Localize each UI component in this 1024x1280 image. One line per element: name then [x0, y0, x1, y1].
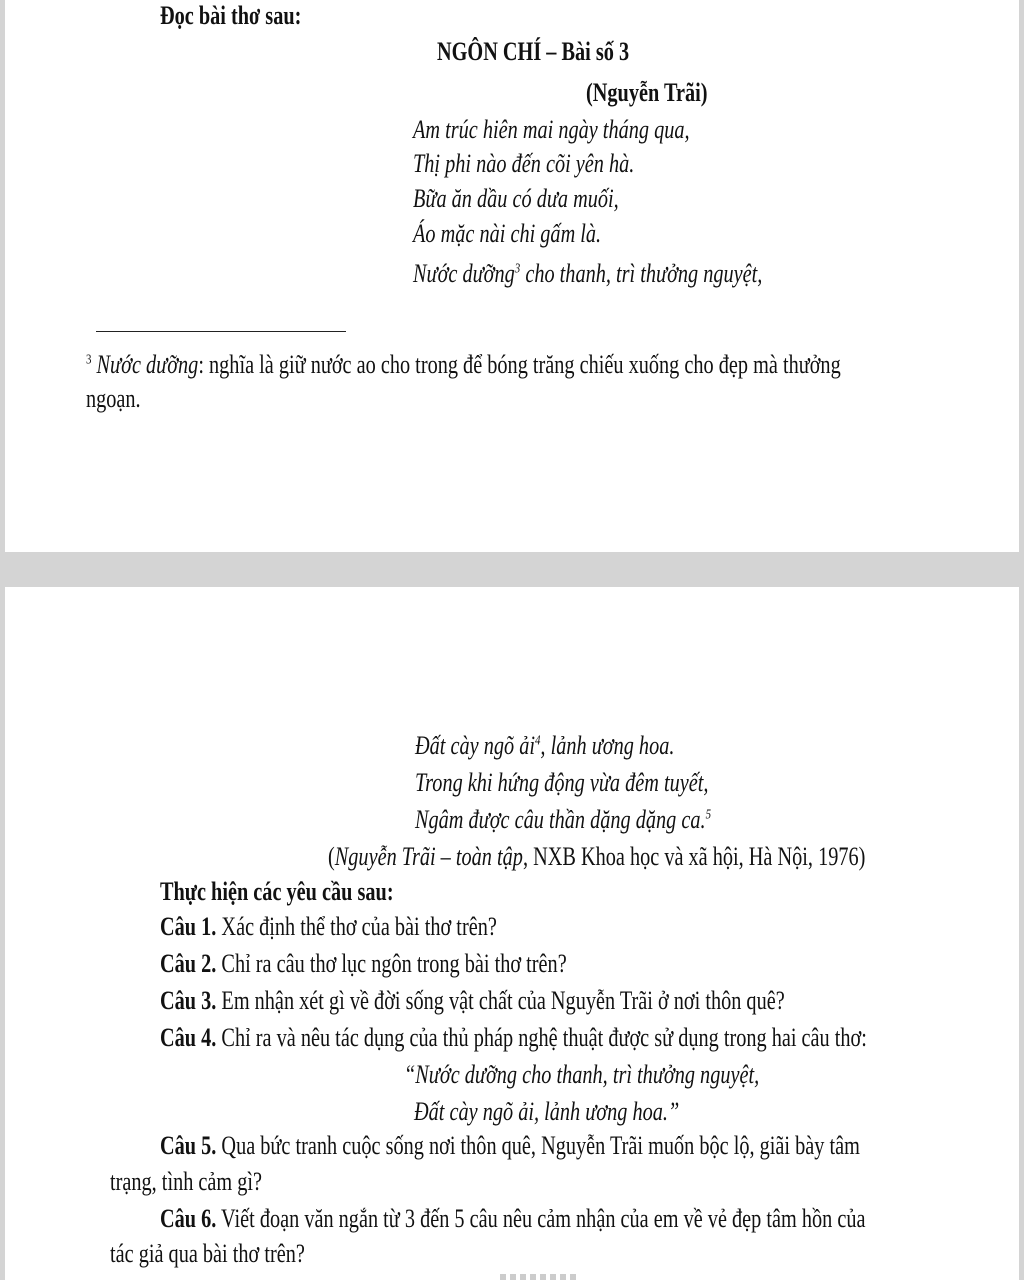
- poem-line-1: Am trúc hiên mai ngày tháng qua,: [413, 115, 690, 144]
- question-2: Câu 2. Chỉ ra câu thơ lục ngôn trong bài thơ trên?: [160, 949, 567, 978]
- poem-line-6: Đất cày ngõ ải$^4$, lảnh ương hoa.: [415, 731, 675, 760]
- poem-line-7: Trong khi hứng động vừa đêm tuyết,: [415, 768, 709, 797]
- poem-title: NGÔN CHÍ – Bài số 3: [437, 37, 630, 66]
- intro-heading: Đọc bài thơ sau:: [160, 1, 302, 30]
- footnote-ref-5: 5: [705, 807, 712, 823]
- poem-source: (Nguyễn Trãi – toàn tập, NXB Khoa học và xã hội, Hà Nội, 1976): [328, 842, 866, 871]
- poem-line-5: Nước dưỡng$^3$ cho thanh, trì thưởng nguyệt,: [413, 259, 763, 288]
- question-5-line-2: trạng, tình cảm gì?: [110, 1167, 263, 1196]
- poem-line-4: Áo mặc nài chi gấm là.: [413, 219, 602, 248]
- poem-line-2: Thị phi nào đến cõi yên hà.: [413, 149, 635, 178]
- cut-off-text-fragment: [500, 1274, 580, 1280]
- question-3: Câu 3. Em nhận xét gì về đời sống vật chất của Nguyễn Trãi ở nơi thôn quê?: [160, 986, 785, 1015]
- poem-line-8: Ngâm được câu thần dặng dặng ca.$^5$: [415, 805, 712, 834]
- question-6-line-1: Câu 6. Viết đoạn văn ngắn từ 3 đến 5 câu nêu cảm nhận của em về vẻ đẹp tâm hồn của: [160, 1204, 866, 1233]
- question-6-line-2: tác giả qua bài thơ trên?: [110, 1239, 305, 1268]
- question-5-line-1: Câu 5. Qua bức tranh cuộc sống nơi thôn quê, Nguyễn Trãi muốn bộc lộ, giãi bày tâm: [160, 1131, 860, 1160]
- footnote-3-line-1: $^3$ Nước dưỡng: nghĩa là giữ nước ao cho trong để bóng trăng chiếu xuống cho đẹp mà thưởng: [86, 350, 841, 379]
- question-4-quote-2: Đất cày ngõ ải, lảnh ương hoa.”: [414, 1097, 680, 1126]
- question-4: Câu 4. Chỉ ra và nêu tác dụng của thủ pháp nghệ thuật được sử dụng trong hai câu thơ:: [160, 1023, 867, 1052]
- footnote-ref-3: 3: [514, 261, 521, 277]
- tasks-heading: Thực hiện các yêu cầu sau:: [160, 877, 394, 906]
- poem-author: (Nguyễn Trãi): [586, 78, 708, 107]
- poem-line-3: Bữa ăn dầu có dưa muối,: [413, 184, 619, 213]
- footnote-3-line-2: ngoạn.: [86, 384, 141, 413]
- question-4-quote-1: “Nước dưỡng cho thanh, trì thưởng nguyệt,: [404, 1060, 760, 1089]
- question-1: Câu 1. Xác định thể thơ của bài thơ trên?: [160, 912, 497, 941]
- footnote-separator: [96, 331, 346, 332]
- footnote-ref-4: 4: [534, 733, 541, 749]
